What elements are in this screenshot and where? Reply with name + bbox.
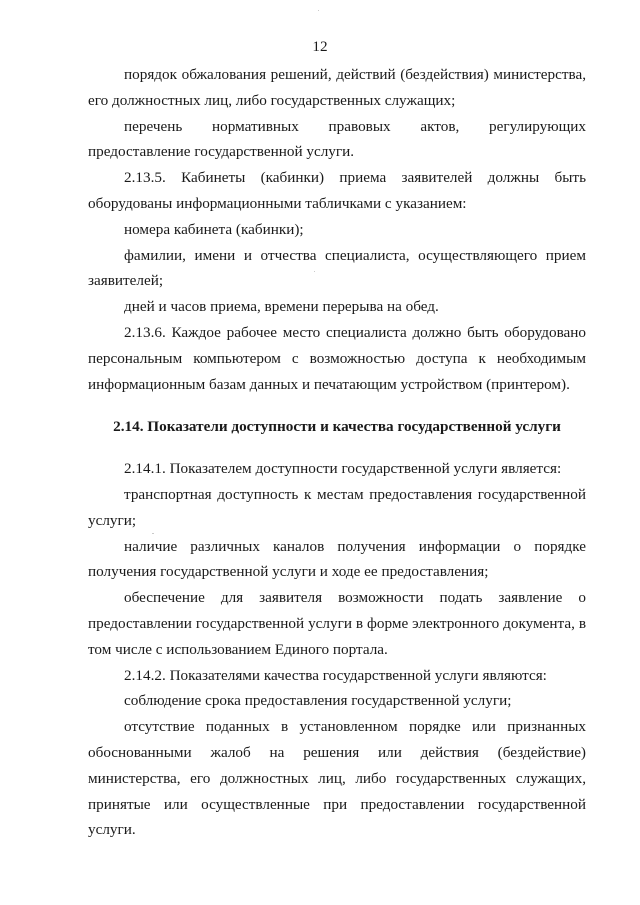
paragraph-legal-acts: перечень нормативных правовых актов, регулирующих предоставление государственной услуги. — [88, 117, 586, 161]
scan-speck — [318, 10, 319, 11]
paragraph-specialist-name: фамилии, имени и отчества специалиста, осуществляющего прием заявителей; — [88, 246, 586, 290]
paragraph-transport-accessibility: транспортная доступность к местам предоставления государственной услуги; — [88, 485, 586, 529]
paragraph-reception-hours: дней и часов приема, времени перерыва на обед. — [124, 298, 439, 316]
paragraph-office-number: номера кабинета (кабинки); — [124, 220, 304, 238]
paragraph-electronic-application: обеспечение для заявителя возможности подать заявление о предоставлении государственной услуги в форме электронного документа, в том числе с использованием Единого портала. — [88, 589, 586, 658]
paragraph-appeal-procedure: порядок обжалования решений, действий (бездействия) министерства, его должностных лиц, либо государственных служащих; — [88, 66, 586, 109]
paragraph-no-complaints: отсутствие поданных в установленном порядке или признанных обоснованными жалоб на решения или действия (бездействие) министерства, его должностных лиц, либо государственных служащих, принятые или осуществленные при предоставлении государственной услуги. — [88, 718, 586, 839]
paragraph-2-14-1: 2.14.1. Показателем доступности государственной услуги является: — [124, 460, 562, 478]
page-number: 12 — [312, 38, 328, 55]
paragraph-information-channels: наличие различных каналов получения информации о порядке получения государственной услуги и ходе ее предоставления; — [88, 537, 586, 581]
paragraph-2-13-5: 2.13.5. Кабинеты (кабинки) приема заявителей должны быть оборудованы информационными табличками с указанием: — [88, 169, 586, 212]
paragraph-service-deadline: соблюдение срока предоставления государственной услуги; — [124, 692, 512, 710]
scan-speck — [152, 533, 154, 534]
document-body — [88, 62, 586, 843]
scan-speck — [314, 271, 315, 272]
paragraph-2-13-6: 2.13.6. Каждое рабочее место специалиста должно быть оборудовано персональным компьютером с возможностью доступа к необходимым информационным базам данных и печатающим устройством (принтером). — [88, 323, 586, 393]
section-heading-2-14: 2.14. Показатели доступности и качества государственной услуги — [113, 418, 561, 436]
paragraph-2-14-2: 2.14.2. Показателями качества государственной услуги являются: — [124, 666, 547, 684]
